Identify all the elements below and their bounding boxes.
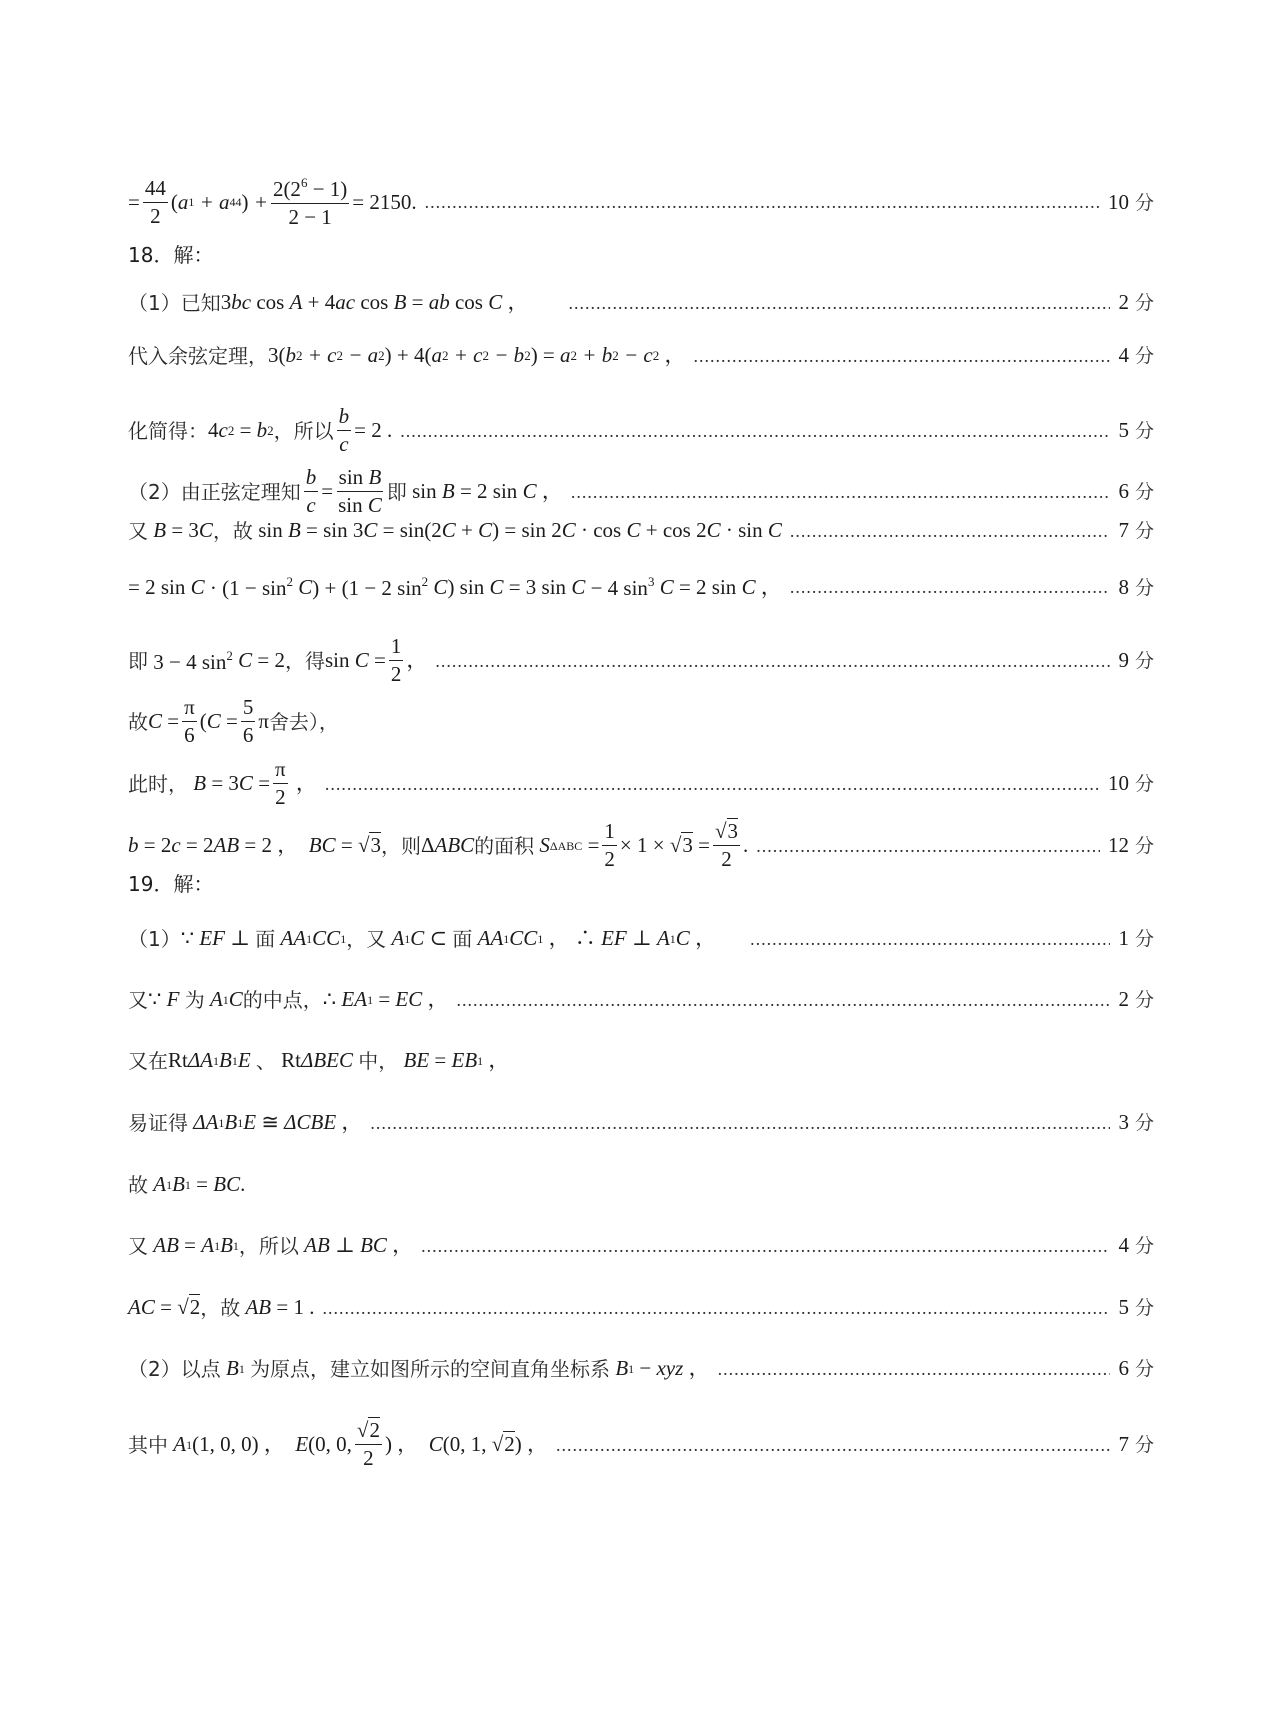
score-label: 2 分 [1118,290,1154,314]
formula: B 1 − xyz ， [610,1356,710,1380]
leader-dots [322,1299,1110,1317]
line-19-congruent [128,1112,1154,1133]
text: （2）以点 [128,1356,221,1381]
line-19-equal-sides [128,1174,1154,1195]
heading-text: 18．解： [128,243,214,267]
score-label: 1 分 [1118,926,1154,950]
text: 面 [452,926,473,951]
formula: $\frac{b}{c}$ = 2 . [338,404,393,456]
score-label: 7 分 [1118,518,1154,542]
score-label: 9 分 [1118,648,1154,672]
formula: 4 c 2 = b 2 [208,418,274,442]
text: ，故 [212,518,253,543]
text: 又在 [128,1048,168,1073]
line-18-1-given [128,292,1154,313]
leader-dots [790,522,1111,540]
text: 又 [128,1233,148,1258]
text: 为原点，建立如图所示的空间直角坐标系 [250,1356,611,1381]
formula: B = 3 C [148,518,213,542]
score-label: 6 分 [1118,1356,1154,1380]
formula: 3 − 4 $\sin^2$ C = 2 [148,647,285,674]
leader-dots [370,1114,1110,1132]
formula: $\frac{b}{c}$ = $\frac{\text{sin B}}{\text{sin C}}$ [305,465,382,517]
formula: BE = EB 1 ， [398,1048,510,1072]
text: ，故 [200,1295,241,1320]
leader-dots [425,193,1100,211]
text: 的面积 [474,833,535,858]
formula: AC = √2 [128,1295,201,1319]
score-label: 4 分 [1118,343,1154,367]
score-label: 12 分 [1107,833,1154,857]
line-18-2-sine-law [128,467,1154,516]
formula: B = 3 C = $\frac{\pi}{2}$ ， [188,757,317,809]
problem-19-heading [128,874,1154,894]
problem-18-heading [128,245,1154,265]
line-18-area [128,821,1154,870]
score-label: 5 分 [1118,1295,1154,1319]
score-label: 10 分 [1107,189,1154,214]
formula: S ΔABC = $\frac{1}{2}$ × 1 × √3 = $\frac{√3}{2}$ . [534,819,749,871]
line-18-cosine-law [128,345,1154,366]
formula: ∵ EF ⊥ [180,926,256,950]
text: 即 [128,648,148,673]
line-19-2-coordinate-system [128,1358,1154,1379]
formula: AB = A 1 B 1 [148,1233,239,1257]
text: 易证得 [128,1110,188,1135]
line-18-derive [128,575,1154,599]
line-18-expand [128,520,1154,541]
line-sum-result [128,176,1154,228]
text: 其中 [128,1432,168,1457]
formula: Rt ΔBEC [281,1048,359,1072]
formula: = 2 sin C · ($1 - \sin^2$ C ) + (1 − 2 $\sin^2$ C ) sin C = 3 sin C − 4 $\sin^3$ C = 2 sin C ， [128,574,782,600]
leader-dots [569,294,1111,312]
leader-dots [756,837,1100,855]
text: ，又 [346,926,387,951]
formula: A 1 (1, 0, 0) ， E (0, 0, $\frac{√2}{2}$ ) ， C (0, 1, √2 ) ， [168,1418,548,1470]
formula: Rt ΔA 1 B 1 E [168,1048,256,1072]
text: 代入余弦定理， [128,343,268,368]
score-label: 2 分 [1118,987,1154,1011]
formula: B 1 [220,1356,245,1380]
leader-dots [325,775,1100,793]
line-19-points [128,1420,1154,1469]
formula: sin C = $\frac{1}{2}$ ， [324,634,428,686]
line-19-midpoint [128,989,1154,1010]
formula: AB = 1 . [240,1295,315,1319]
text: （1）已知 [128,290,221,315]
formula: = $\frac{44}{2}$ ( a 1 + a 44 ) + $\frac{2(2^6 - 1)}{2 - 1}$ = 2150. [128,175,417,229]
leader-dots [693,347,1110,365]
line-19-triangles [128,1050,1154,1071]
leader-dots [718,1360,1111,1378]
leader-dots [435,652,1110,670]
score-label: 10 分 [1107,771,1154,795]
formula: A 1 C [204,987,243,1011]
text: 舍去）， [268,709,339,734]
heading-text: 19．解： [128,872,214,896]
leader-dots [790,578,1111,596]
text: ，所以 [273,418,334,443]
line-18-simplify [128,406,1154,455]
leader-dots [421,1237,1110,1255]
text: ，则 [380,833,421,858]
leader-dots [556,1436,1111,1454]
formula: 3 bc cos A + 4 ac cos B = ab cos C ， [220,290,529,314]
line-19-1-perpendicular [128,928,1154,949]
score-label: 8 分 [1118,574,1154,599]
text: 又 [128,518,148,543]
text: 又 [128,987,148,1012]
line-18-solve-sinC [128,636,1154,685]
leader-dots [750,930,1110,948]
text: 、 [255,1048,276,1073]
text: 为 [184,987,205,1012]
text: 故 [128,1172,148,1197]
line-18-angle-B [128,759,1154,808]
line-19-AB-perp-BC [128,1235,1154,1256]
text: ，得 [284,648,325,673]
score-label: 4 分 [1118,1233,1154,1257]
formula: ∵ F [148,987,185,1011]
formula: Δ ABC [420,833,475,857]
text: ，所以 [238,1233,299,1258]
formula: A 1 C ⊂ [386,926,453,950]
formula: sin B = 2 sin C ， [406,479,563,503]
leader-dots [571,483,1111,501]
formula: 3( b 2 + c 2 − a 2 ) + 4( a 2 + c 2 − b 2 ) = a 2 + b 2 − c 2 ， [268,343,686,367]
formula: AA 1 CC 1 [275,926,347,950]
score-label: 3 分 [1118,1110,1154,1134]
score-label: 5 分 [1118,418,1154,442]
formula: A 1 B 1 = BC . [148,1172,246,1196]
score-label: 7 分 [1118,1432,1154,1456]
formula: ΔA 1 B 1 E ≅ ΔCBE ， [188,1110,363,1134]
formula: b = 2 c = 2 AB = 2 ， BC = √3 [128,833,381,857]
line-18-angle-C [128,697,1154,746]
text: 面 [255,926,276,951]
text: 中， [358,1048,399,1073]
leader-dots [400,422,1110,440]
formula: C = $\frac{\pi}{6}$ ( C = $\frac{5}{6}$ π [148,695,269,747]
text: （2）由正弦定理知 [128,479,301,504]
text: （1） [128,926,181,951]
score-label: 6 分 [1118,479,1154,503]
leader-dots [457,991,1111,1009]
formula: AB ⊥ BC ， [298,1233,414,1257]
text: 化简得： [128,418,208,443]
formula: AA 1 CC 1 ， ∴ EF ⊥ A 1 C ， [472,926,717,950]
formula: sin B = sin 3 C = sin(2 C + C ) = sin 2 C · cos C + cos 2 C · sin C [252,518,782,542]
text: 的中点， [242,987,323,1012]
text: 故 [128,709,148,734]
text: 此时， [128,771,188,796]
line-19-AB-length [128,1297,1154,1318]
text: 即 [386,479,407,504]
formula: ∴ EA 1 = EC ， [322,987,449,1011]
